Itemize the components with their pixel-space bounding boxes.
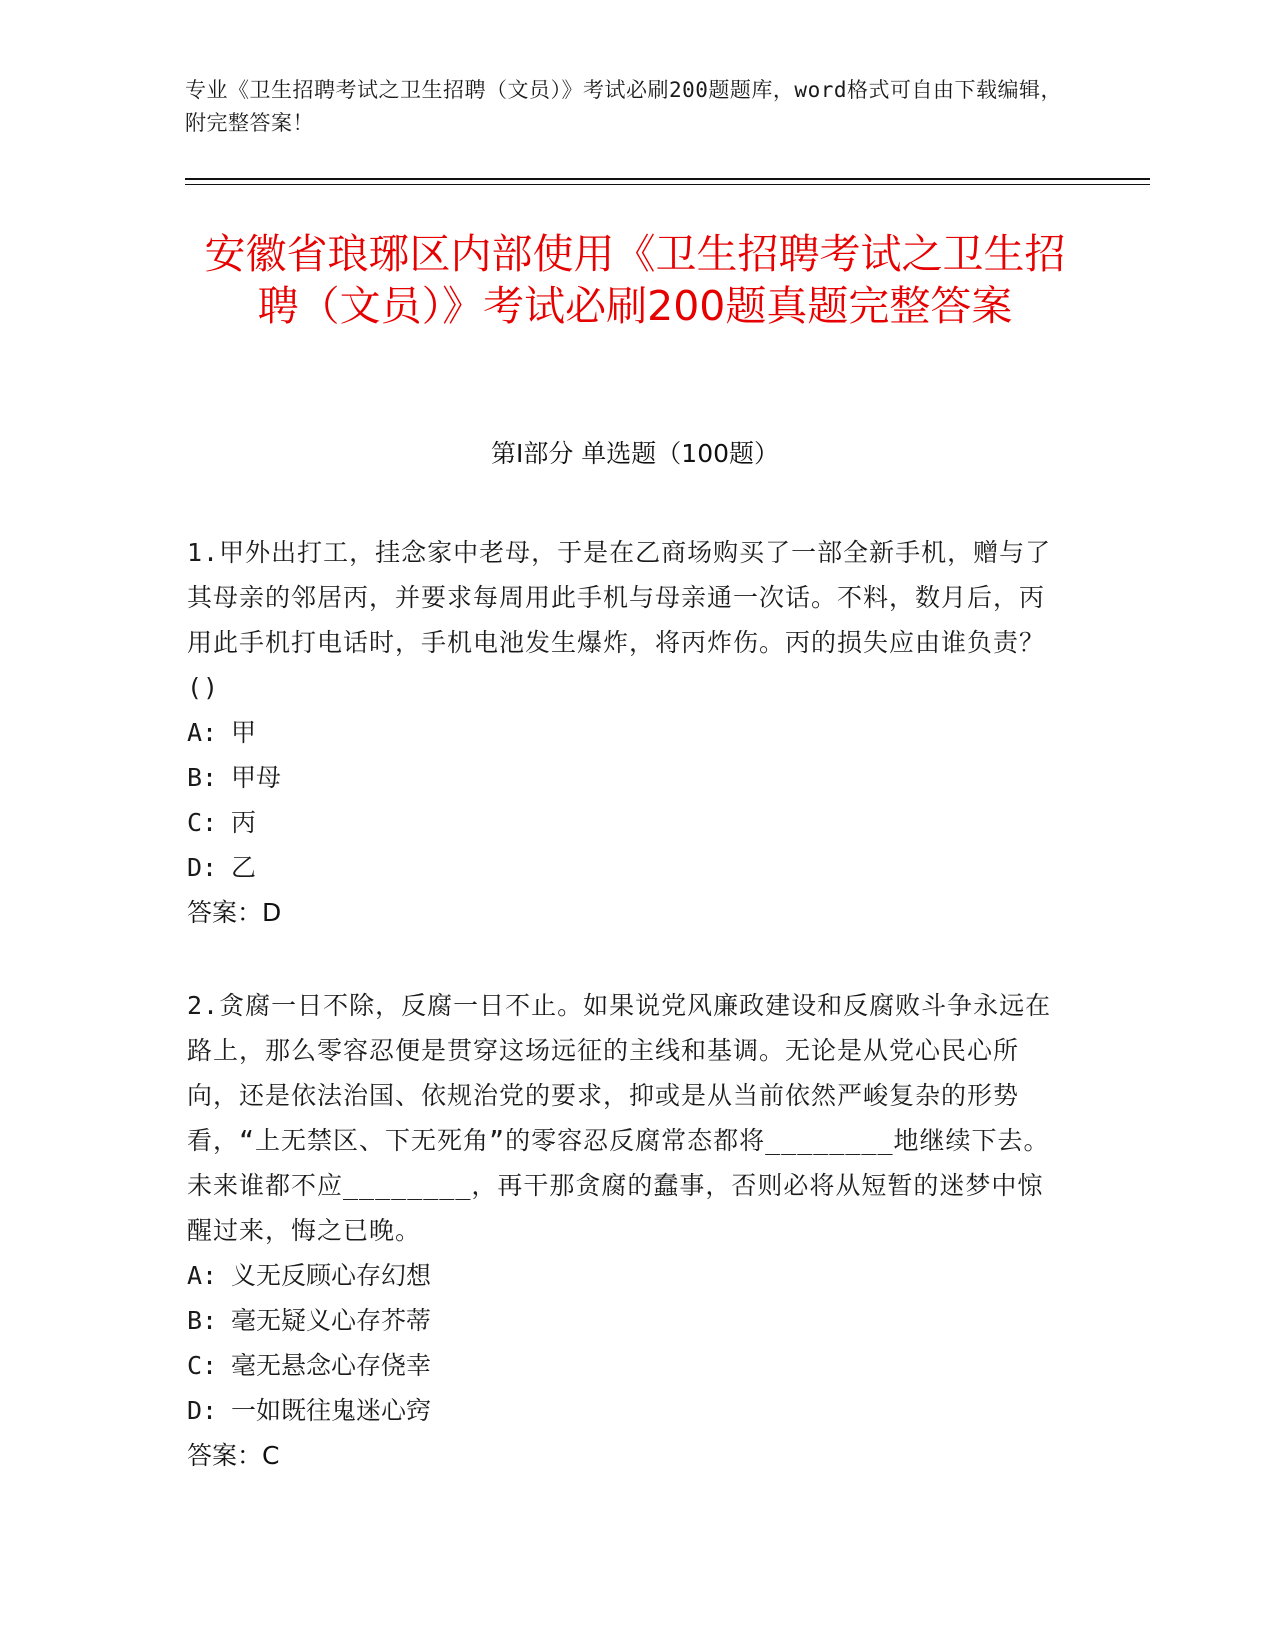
question-stem: 1.甲外出打工，挂念家中老母，于是在乙商场购买了一部全新手机，赠与了其母亲的邻居丙，并要求每周用此手机与母亲通一次话。不料，数月后，丙用此手机打电话时，手机电池发生爆炸，将丙炸伤。丙的损失应由谁负责？() <box>187 538 1052 702</box>
option-d <box>187 845 1067 890</box>
question-stem: 2.贪腐一日不除，反腐一日不止。如果说党风廉政建设和反腐败斗争永远在路上，那么零容忍便是贯穿这场远征的主线和基调。无论是从党心民心所向，还是依法治国、依规治党的要求，抑或是从当前依然严峻复杂的形势看，“上无禁区、下无死角”的零容忍反腐常态都将________地继续下去。未来谁都不应________，再干那贪腐的蠢事，否则必将从短暂的迷梦中惊醒过来，悔之已晚。 <box>187 991 1052 1245</box>
option-text: 义无反顾心存幻想 <box>231 1261 432 1290</box>
section-heading: 第Ⅰ部分 单选题（100题） <box>490 439 780 468</box>
option-letter: B: <box>187 1306 218 1335</box>
option-text: 甲 <box>231 718 257 747</box>
option-text: 丙 <box>231 808 257 837</box>
option-letter: B: <box>187 763 218 792</box>
option-letter: D: <box>187 1396 218 1425</box>
question-1 <box>187 530 1067 935</box>
option-letter: A: <box>187 718 218 747</box>
answer-line: 答案：C <box>187 1441 280 1470</box>
option-letter: C: <box>187 808 218 837</box>
header-note: 专业《卫生招聘考试之卫生招聘（文员）》考试必刷200题题库，word格式可自由下载编辑，附完整答案！ <box>185 78 1062 135</box>
answer-line: 答案：D <box>187 898 282 927</box>
option-d <box>187 1388 1067 1433</box>
header-rule-thick <box>185 178 1150 180</box>
option-text: 毫无疑义心存芥蒂 <box>231 1306 432 1335</box>
option-letter: C: <box>187 1351 218 1380</box>
option-c <box>187 1343 1067 1388</box>
option-letter: A: <box>187 1261 218 1290</box>
option-a <box>187 710 1067 755</box>
option-text: 乙 <box>231 853 257 882</box>
option-text: 一如既往鬼迷心窍 <box>231 1396 432 1425</box>
option-text: 甲母 <box>231 763 282 792</box>
option-text: 毫无悬念心存侥幸 <box>231 1351 432 1380</box>
option-a <box>187 1253 1067 1298</box>
header-rule-thin <box>185 184 1150 185</box>
question-2 <box>187 983 1067 1478</box>
option-b <box>187 1298 1067 1343</box>
option-letter: D: <box>187 853 218 882</box>
document-title: 安徽省琅琊区内部使用《卫生招聘考试之卫生招聘（文员）》考试必刷200题真题完整答案 <box>204 230 1066 330</box>
option-c <box>187 800 1067 845</box>
option-b <box>187 755 1067 800</box>
